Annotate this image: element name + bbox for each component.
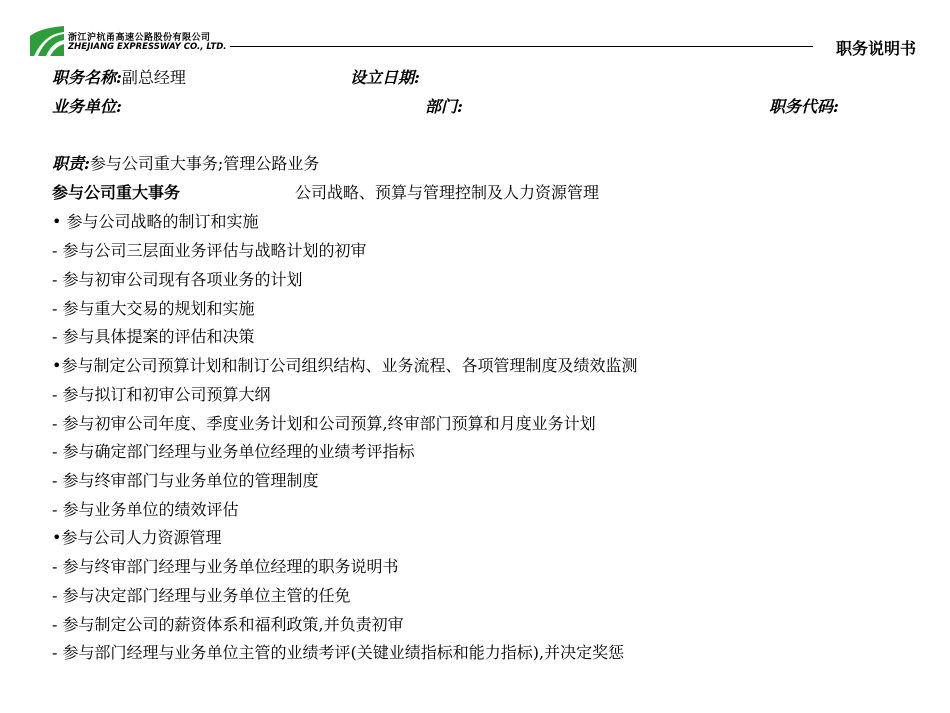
list-item: - 参与公司三层面业务评估与战略计划的初审	[52, 241, 367, 260]
header-divider	[230, 46, 813, 47]
section-title: 参与公司重大事务	[52, 183, 181, 202]
list-item: •参与公司人力资源管理	[52, 528, 222, 547]
list-item: - 参与初审公司现有各项业务的计划	[52, 270, 303, 289]
list-item: •参与制定公司预算计划和制订公司组织结构、业务流程、各项管理制度及绩效监测	[52, 356, 638, 375]
section-subtitle: 公司战略、预算与管理控制及人力资源管理	[295, 183, 600, 202]
list-item: - 参与拟订和初审公司预算大纲	[52, 385, 271, 404]
list-item: - 参与具体提案的评估和决策	[52, 327, 255, 346]
date-label: 设立日期:	[350, 68, 420, 87]
position-value: 副总经理	[121, 68, 186, 87]
list-item: - 参与初审公司年度、季度业务计划和公司预算,终审部门预算和月度业务计划	[52, 414, 596, 433]
unit-field	[52, 97, 122, 117]
duties-line	[52, 154, 319, 174]
dept-field	[425, 97, 463, 117]
company-name-en: ZHEJIANG EXPRESSWAY CO., LTD.	[68, 42, 227, 52]
list-item: - 参与重大交易的规划和实施	[52, 299, 255, 318]
company-logo	[30, 26, 227, 56]
unit-label: 业务单位:	[52, 97, 122, 116]
date-field	[350, 68, 420, 88]
list-item: - 参与决定部门经理与业务单位主管的任免	[52, 586, 351, 605]
expressway-logo-icon	[30, 26, 64, 56]
list-item: - 参与终审部门经理与业务单位经理的职务说明书	[52, 557, 399, 576]
duties-summary: 参与公司重大事务;管理公路业务	[89, 154, 320, 173]
list-item: - 参与部门经理与业务单位主管的业绩考评(关键业绩指标和能力指标),并决定奖惩	[52, 643, 625, 662]
duties-label: 职责:	[52, 154, 90, 173]
list-item: • 参与公司战略的制订和实施	[52, 212, 259, 231]
position-label: 职务名称:	[52, 68, 122, 87]
list-item: - 参与终审部门与业务单位的管理制度	[52, 471, 319, 490]
dept-label: 部门:	[425, 97, 463, 116]
list-item: - 参与制定公司的薪资体系和福利政策,并负责初审	[52, 615, 404, 634]
section-heading	[52, 183, 180, 203]
company-name-cn: 浙江沪杭甬高速公路股份有限公司	[68, 33, 211, 43]
code-field	[769, 97, 839, 117]
list-item: - 参与确定部门经理与业务单位经理的业绩考评指标	[52, 442, 415, 461]
document-title: 职务说明书	[835, 39, 916, 58]
code-label: 职务代码:	[769, 97, 839, 116]
position-field	[52, 68, 186, 88]
list-item: - 参与业务单位的绩效评估	[52, 500, 239, 519]
